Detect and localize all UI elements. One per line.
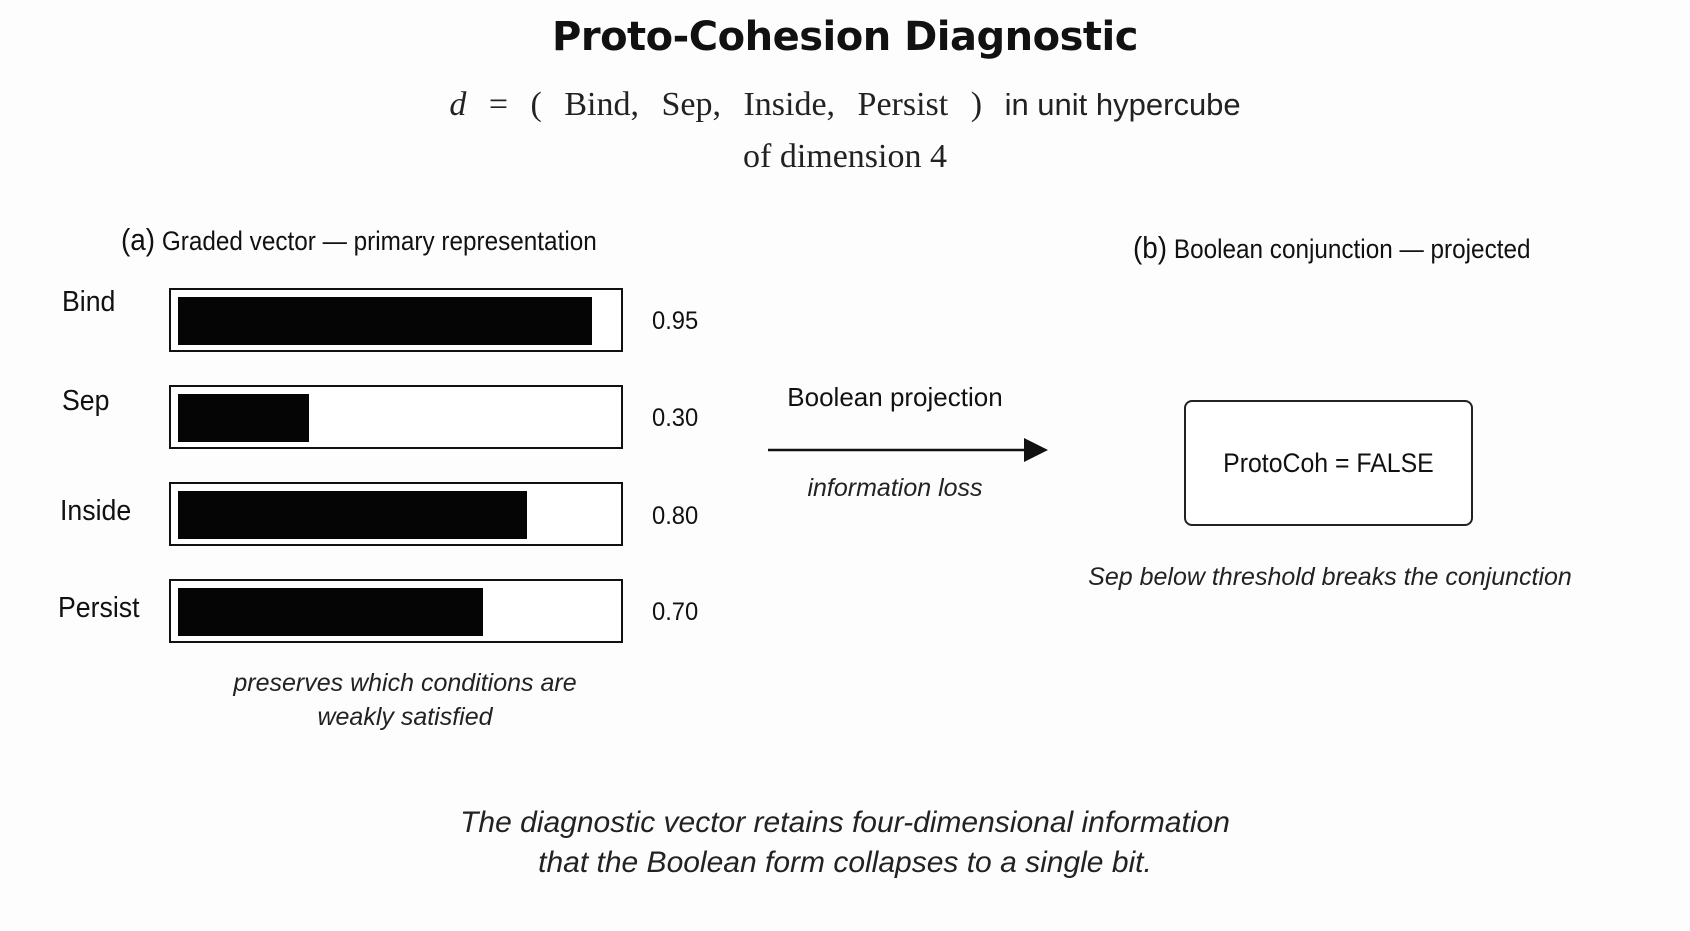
bar-fill-sep bbox=[178, 394, 309, 442]
projection-label: Boolean projection bbox=[787, 382, 1003, 412]
panel-a-title bbox=[121, 222, 597, 258]
panel-b-title-text: Boolean conjunction — projected bbox=[1173, 234, 1531, 264]
bar-track-persist bbox=[169, 579, 623, 643]
bar-track-inside bbox=[169, 482, 623, 546]
caption bbox=[345, 803, 1345, 883]
formula-line-2: of dimension 4 bbox=[743, 138, 947, 175]
panel-b-title bbox=[1133, 230, 1531, 266]
bar-label-persist: Persist bbox=[58, 592, 140, 624]
panel-a-note: preserves which conditions are weakly satisfied bbox=[233, 669, 577, 731]
bar-track-bind bbox=[169, 288, 623, 352]
bar-value-bind: 0.95 bbox=[652, 307, 699, 335]
formula-open-paren: ( bbox=[530, 86, 542, 123]
result-box bbox=[1184, 400, 1473, 526]
projection-arrow-icon bbox=[768, 432, 1050, 468]
bar-value-sep: 0.30 bbox=[652, 404, 699, 432]
bar-value-persist: 0.70 bbox=[652, 598, 699, 626]
formula-suffix: in unit hypercube bbox=[1004, 87, 1241, 122]
panel-b-tag: (b) bbox=[1133, 230, 1168, 265]
diagram-title: Proto-Cohesion Diagnostic bbox=[552, 14, 1138, 60]
caption-line-1: The diagnostic vector retains four-dimensional information bbox=[460, 806, 1230, 839]
bar-label-inside: Inside bbox=[60, 495, 132, 527]
projection-note: information loss bbox=[807, 474, 983, 502]
formula-component-sep: Sep bbox=[661, 86, 713, 123]
formula-component-inside: Inside bbox=[743, 86, 827, 123]
formula-close-paren: ) bbox=[970, 86, 983, 123]
formula-equals: = bbox=[488, 86, 508, 123]
bar-label-sep: Sep bbox=[62, 385, 110, 417]
bar-fill-inside bbox=[178, 491, 527, 539]
bar-value-inside: 0.80 bbox=[652, 502, 699, 530]
panel-a-tag: (a) bbox=[121, 222, 156, 257]
bar-track-sep bbox=[169, 385, 623, 449]
formula-line-1: d = ( Bind, Sep, Inside, Persist ) in unit hypercube bbox=[449, 86, 1241, 123]
panel-a-title-text: Graded vector — primary representation bbox=[161, 226, 597, 256]
bar-fill-persist bbox=[178, 588, 483, 636]
formula-variable: d bbox=[449, 86, 467, 123]
bar-fill-bind bbox=[178, 297, 592, 345]
panel-b-note: Sep below threshold breaks the conjunction bbox=[1088, 563, 1572, 591]
formula-component-persist: Persist bbox=[857, 86, 949, 123]
result-text: ProtoCoh = FALSE bbox=[1223, 447, 1434, 478]
formula-component-bind: Bind bbox=[564, 86, 631, 123]
bar-label-bind: Bind bbox=[62, 286, 116, 318]
caption-line-2: that the Boolean form collapses to a single bit. bbox=[538, 846, 1152, 879]
